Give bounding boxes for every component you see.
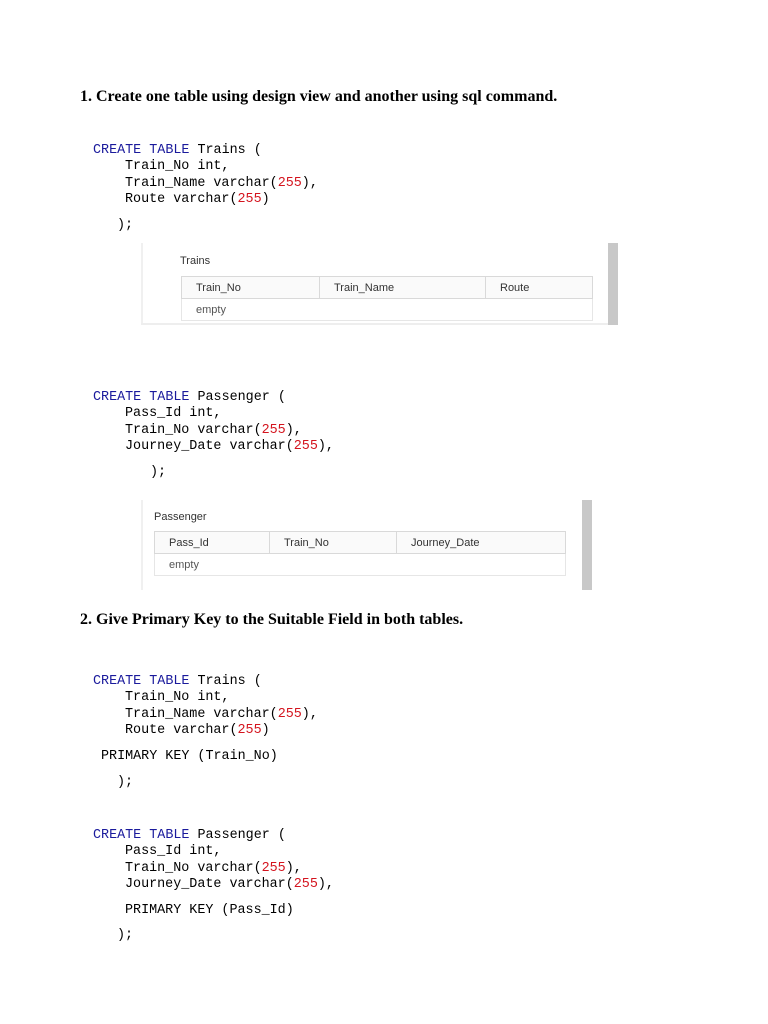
- sql-text: ),: [301, 175, 318, 191]
- sql-column-line: Train_No int,: [125, 690, 230, 705]
- column-header: Pass_Id: [155, 532, 270, 554]
- snippet-border: [141, 243, 143, 325]
- sql-keyword: CREATE TABLE: [93, 673, 190, 689]
- sql-text: ),: [301, 706, 318, 722]
- sql-primary-key: PRIMARY KEY (Pass_Id): [125, 902, 294, 918]
- sql-column-line: [93, 176, 318, 193]
- section-1-heading: 1. Create one table using design view and another using sql command.: [80, 88, 558, 105]
- sql-text: Train_Name varchar(: [125, 706, 278, 722]
- sql-text: Route varchar(: [125, 723, 238, 738]
- sql-keyword: CREATE TABLE: [93, 389, 190, 405]
- preview-table-title: Passenger: [154, 511, 207, 523]
- sql-column-line: [93, 707, 318, 724]
- sql-column-line: Pass_Id int,: [125, 844, 222, 859]
- sql-text: ),: [285, 422, 302, 438]
- trains-table-preview: [141, 243, 618, 325]
- sql-text: Train_Name varchar(: [125, 175, 278, 191]
- sql-close: );: [117, 217, 134, 233]
- snippet-border: [141, 323, 608, 325]
- sql-number: 255: [293, 439, 318, 454]
- sql-text: Route varchar(: [125, 192, 238, 207]
- sql-column-line: Pass_Id int,: [125, 406, 222, 421]
- column-header: Route: [486, 277, 593, 299]
- sql-number: 255: [237, 192, 262, 207]
- sql-text: Train_No varchar(: [125, 422, 262, 438]
- sql-number: 255: [277, 175, 302, 191]
- table-row: [182, 299, 593, 321]
- passenger-pk-sql: [93, 811, 334, 961]
- sql-table-name: Passenger (: [189, 827, 286, 843]
- sql-table-name: Trains (: [189, 673, 262, 689]
- sql-column-line: [93, 439, 334, 456]
- sql-text: ): [261, 723, 270, 738]
- sql-column-line: [93, 192, 318, 209]
- sql-number: 255: [293, 877, 318, 892]
- snippet-border: [141, 500, 143, 590]
- sql-text: ),: [285, 860, 302, 876]
- sql-column-line: [93, 723, 318, 740]
- sql-close: );: [150, 464, 167, 480]
- table-header-row: [182, 277, 593, 299]
- column-header: Journey_Date: [397, 532, 566, 554]
- preview-table: [154, 531, 566, 576]
- sql-column-line: [93, 877, 334, 894]
- sql-primary-key: PRIMARY KEY (Train_No): [101, 748, 278, 764]
- sql-table-name: Passenger (: [189, 389, 286, 405]
- preview-table-title: Trains: [180, 255, 211, 267]
- sql-column-line: Train_No int,: [125, 159, 230, 174]
- sql-close: );: [117, 775, 134, 790]
- sql-text: Journey_Date varchar(: [125, 877, 294, 892]
- preview-table: [181, 276, 593, 321]
- sql-number: 255: [261, 422, 286, 438]
- section-2-heading: 2. Give Primary Key to the Suitable Field in both tables.: [80, 611, 464, 628]
- scrollbar: [582, 500, 592, 590]
- column-header: Train_No: [270, 532, 397, 554]
- sql-close: );: [117, 928, 134, 943]
- sql-number: 255: [261, 860, 286, 876]
- sql-table-name: Trains (: [189, 142, 262, 158]
- sql-number: 255: [237, 723, 262, 738]
- sql-keyword: CREATE TABLE: [93, 142, 190, 158]
- table-row: [155, 554, 566, 576]
- sql-text: ): [261, 192, 270, 207]
- sql-column-line: [93, 423, 334, 440]
- empty-cell: empty: [155, 554, 566, 576]
- column-header: Train_No: [182, 277, 320, 299]
- sql-text: Train_No varchar(: [125, 860, 262, 876]
- sql-keyword: CREATE TABLE: [93, 827, 190, 843]
- sql-column-line: [93, 861, 334, 878]
- scrollbar: [608, 243, 618, 325]
- trains-pk-sql: [93, 657, 318, 808]
- sql-text: ),: [317, 877, 334, 892]
- sql-text: ),: [317, 439, 334, 454]
- trains-create-sql: [93, 126, 318, 251]
- sql-text: Journey_Date varchar(: [125, 439, 294, 454]
- empty-cell: empty: [182, 299, 593, 321]
- passenger-create-sql: [93, 373, 334, 498]
- column-header: Train_Name: [320, 277, 486, 299]
- table-header-row: [155, 532, 566, 554]
- sql-number: 255: [277, 706, 302, 722]
- passenger-table-preview: [141, 500, 592, 590]
